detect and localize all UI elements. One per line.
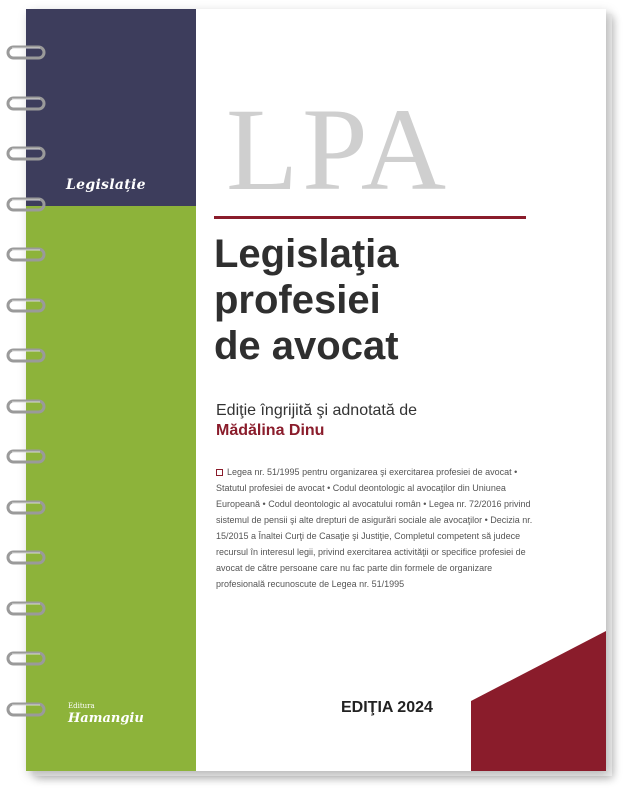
spiral-coil: [6, 246, 46, 264]
spiral-coil: [6, 549, 46, 567]
edition-year: EDIŢIA 2024: [341, 699, 433, 716]
spiral-coil: [6, 196, 46, 214]
spiral-coil: [6, 145, 46, 163]
spiral-coil: [6, 499, 46, 517]
spiral-coil: [6, 347, 46, 365]
spiral-coil: [6, 701, 46, 719]
publisher-logo: [68, 702, 144, 726]
spiral-coil: [6, 650, 46, 668]
title-line-3: de avocat: [214, 324, 399, 368]
spiral-coil: [6, 600, 46, 618]
book-cover: [26, 9, 606, 771]
logo-lpa: LPA: [226, 84, 451, 215]
spiral-coil: [6, 448, 46, 466]
contents-text: Legea nr. 51/1995 pentru organizarea şi exercitarea profesiei de avocat • Statutul profesiei de avocat • Codul deontologic al avocaţilor din Uniunea Europeană • Codul deontologic al avocatului român • Legea nr. 72/2016 privind sistemul de pensii şi alte drepturi de asigurări sociale ale avocaţilor • Decizia nr. 15/2015 a Înaltei Curţi de Casaţie şi Justiţie, Completul competent să judece recursul în interesul legii, privind exercitarea activităţii or specifice profesiei de avocat de către persoane care nu fac parte din formele de organizare profesională recunoscute de Legea nr. 51/1995: [216, 467, 533, 589]
series-label: Legislație: [66, 177, 146, 193]
contents-list: [216, 464, 541, 592]
spiral-coil: [6, 398, 46, 416]
spiral-binding-icon: [6, 0, 46, 800]
spiral-coil: [6, 44, 46, 62]
square-bullet-icon: [216, 469, 223, 476]
spiral-coil: [6, 95, 46, 113]
book-title: [214, 231, 544, 369]
title-line-2: profesiei: [214, 278, 381, 322]
cover-band-bottom: [26, 206, 196, 771]
author-name: Mădălina Dinu: [216, 422, 325, 439]
title-line-1: Legislaţia: [214, 232, 399, 276]
publisher-small-text: Editura: [68, 702, 95, 710]
spiral-coil: [6, 297, 46, 315]
publisher-name: Hamangiu: [68, 711, 144, 726]
edition-note: Ediţie îngrijită şi adnotată de: [216, 402, 418, 419]
title-rule: [214, 216, 526, 219]
corner-triangle: [471, 631, 606, 771]
